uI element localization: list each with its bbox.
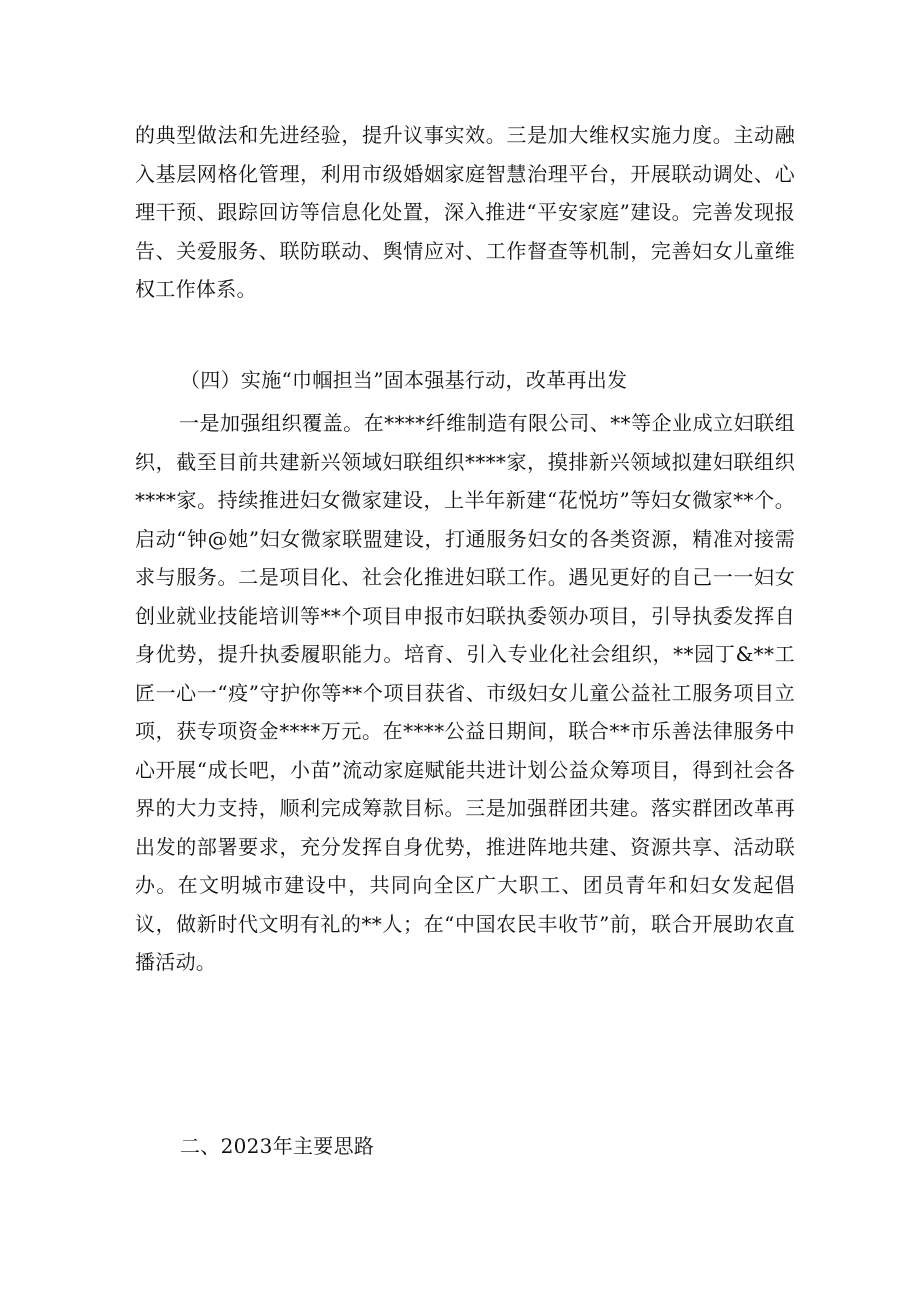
section-heading-four: （四）实施“巾帼担当”固本强基行动，改革再出发 xyxy=(180,368,628,392)
paragraph-organization-coverage: 一是加强组织覆盖。在****纤维制造有限公司、**等企业成立妇联组织，截至目前共建新兴领域妇联组织****家，摸排新兴领域拟建妇联组织****家。持续推进妇女微家建设，上半年新建“花悦坊”等妇女微家**个。启动“钟@她”妇女微家联盟建设，打通服务妇女的各类资源，精准对接需求与服务。二是项目化、社会化推进妇联工作。遇见更好的自己一一妇女创业就业技能培训等**个项目申报市妇联执委领办项目，引导执委发挥自身优势，提升执委履职能力。培育、引入专业化社会组织，**园丁&**工匠一心一“疫”守护你等**个项目获省、市级妇女儿童公益社工服务项目立项，获专项资金****万元。在****公益日期间，联合**市乐善法律服务中心开展“成长吧，小苗”流动家庭赋能共进计划公益众筹项目，得到社会各界的大力支持，顺利完成筹款目标。三是加强群团共建。落实群团改革再出发的部署要求，充分发挥自身优势，推进阵地共建、资源共享、活动联办。在文明城市建设中，共同向全区广大职工、团员青年和妇女发起倡议，做新时代文明有礼的**人；在“中国农民丰收节”前，联合开展助农直播活动。 xyxy=(135,411,795,974)
paragraph-continuation: 的典型做法和先进经验，提升议事实效。三是加大维权实施力度。主动融入基层网格化管理，利用市级婚姻家庭智慧治理平台，开展联动调处、心理干预、跟踪回访等信息化处置，深入推进“平安家庭”建设。完善发现报告、关爱服务、联防联动、舆情应对、工作督查等机制，完善妇女儿童维权工作体系。 xyxy=(135,123,795,301)
section-heading-2023-plan: 二、2023年主要思路 xyxy=(180,1134,375,1158)
